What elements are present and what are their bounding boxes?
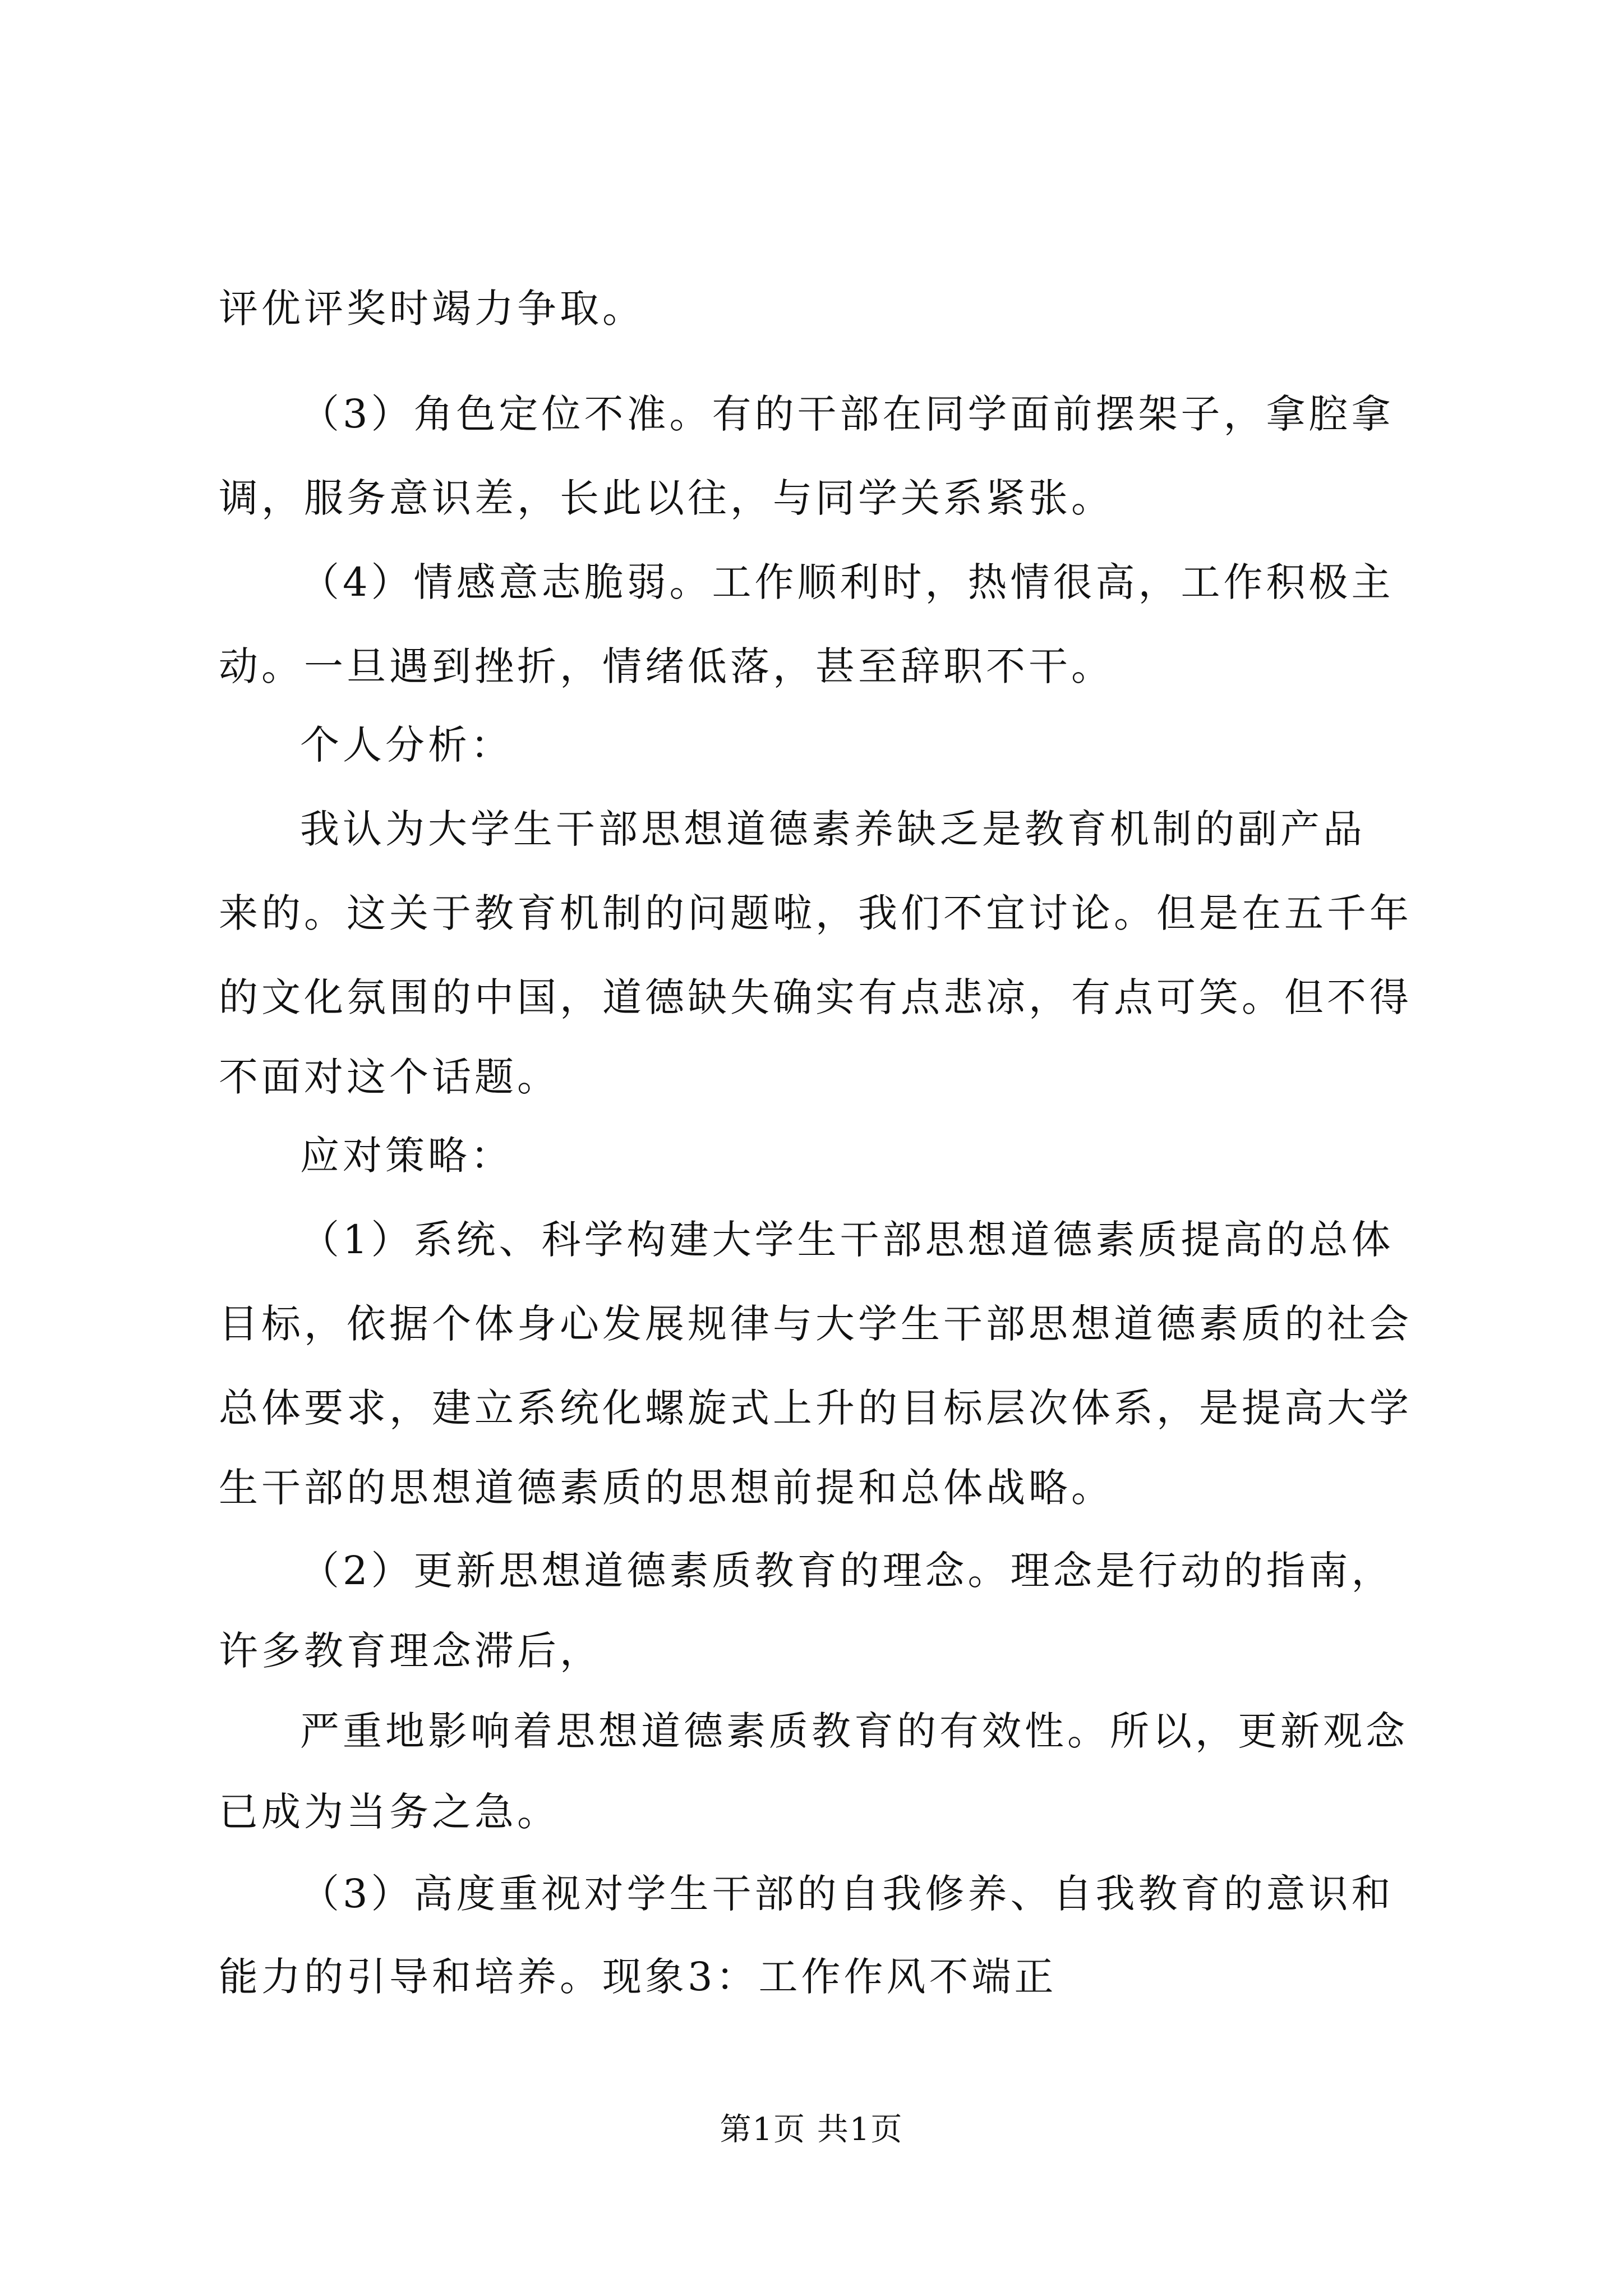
text-line: 总体要求，建立系统化螺旋式上升的目标层次体系，是提高大学	[219, 1385, 1412, 1431]
text-line: 来的。这关于教育机制的问题啦，我们不宜讨论。但是在五千年	[219, 890, 1412, 936]
text-line: （3）角色定位不准。有的干部在同学面前摆架子，拿腔拿	[300, 391, 1394, 437]
text-line: （4）情感意志脆弱。工作顺利时，热情很高，工作积极主	[300, 559, 1394, 605]
text-line: 我认为大学生干部思想道德素养缺乏是教育机制的副产品	[300, 806, 1366, 852]
text-line: 评优评奖时竭力争取。	[219, 286, 645, 332]
text-line: 调，服务意识差，长此以往，与同学关系紧张。	[219, 475, 1114, 521]
text-line: 不面对这个话题。	[219, 1054, 560, 1100]
text-line: 的文化氛围的中国，道德缺失确实有点悲凉，有点可笑。但不得	[219, 974, 1412, 1020]
text-line: （1）系统、科学构建大学生干部思想道德素质提高的总体	[300, 1217, 1394, 1263]
section-heading: 应对策略：	[300, 1133, 513, 1179]
text-line: 生干部的思想道德素质的思想前提和总体战略。	[219, 1465, 1114, 1511]
text-line: 严重地影响着思想道德素质教育的有效性。所以，更新观念	[300, 1708, 1408, 1754]
text-line: （2）更新思想道德素质教育的理念。理念是行动的指南，	[300, 1548, 1394, 1594]
text-line: 能力的引导和培养。现象3：工作作风不端正	[219, 1954, 1057, 2000]
text-line: 已成为当务之急。	[219, 1789, 560, 1835]
text-line: 动。一旦遇到挫折，情绪低落，甚至辞职不干。	[219, 643, 1114, 689]
page-footer: 第1页 共1页	[720, 2111, 903, 2148]
text-line: （3）高度重视对学生干部的自我修养、自我教育的意识和	[300, 1871, 1394, 1917]
text-line: 目标，依据个体身心发展规律与大学生干部思想道德素质的社会	[219, 1301, 1412, 1347]
text-line: 许多教育理念滞后，	[219, 1628, 602, 1674]
section-heading: 个人分析：	[300, 722, 513, 768]
